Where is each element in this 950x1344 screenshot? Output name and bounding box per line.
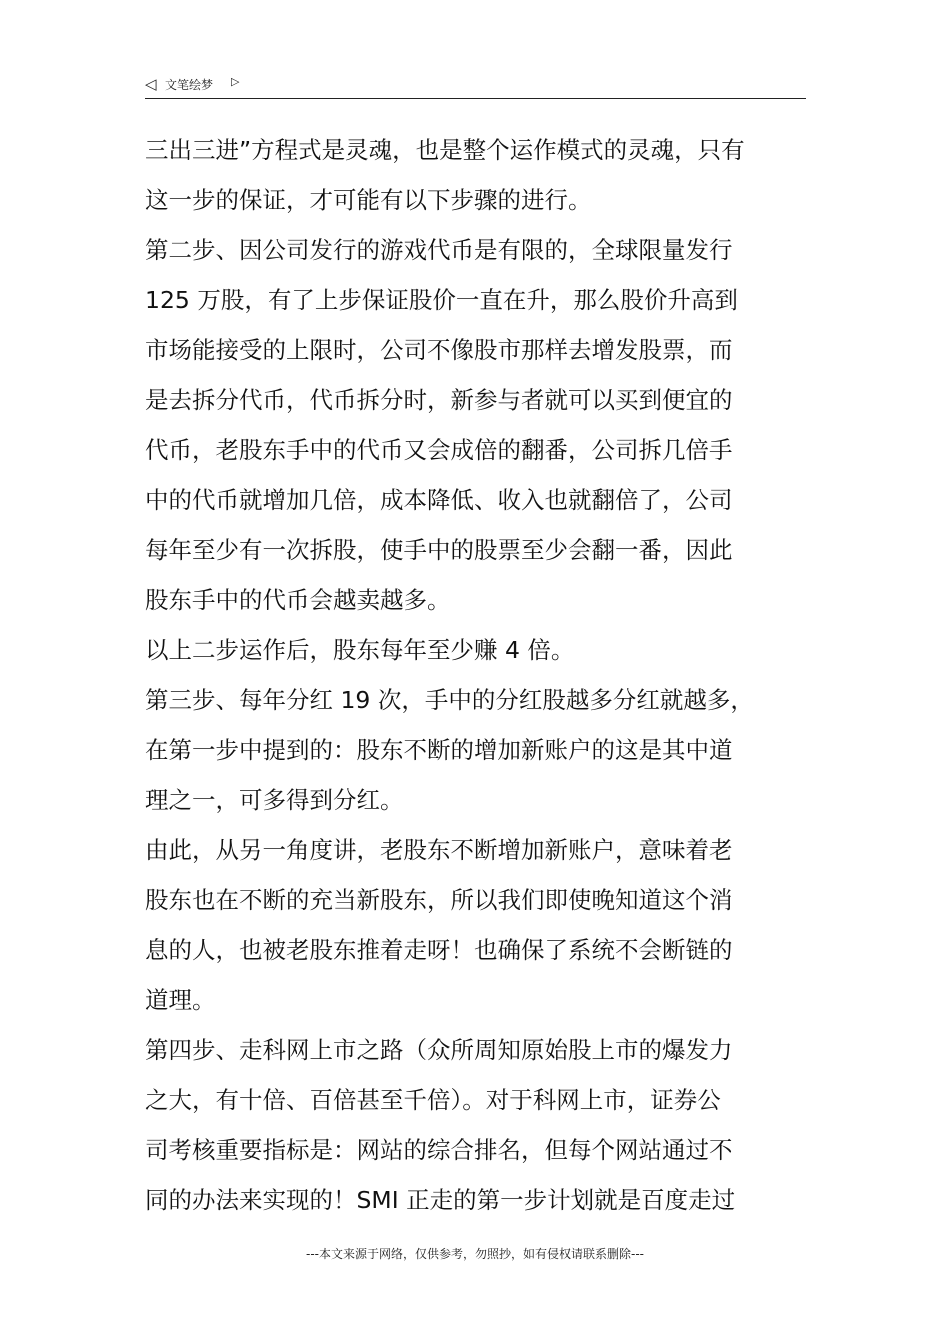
- text-line: 中的代币就增加几倍，成本降低、收入也就翻倍了，公司: [145, 486, 733, 514]
- text-line: 市场能接受的上限时，公司不像股市那样去增发股票，而: [145, 336, 733, 364]
- page-footer: ---本文来源于网络，仅供参考，勿照抄，如有侵权请联系删除---: [306, 1247, 644, 1261]
- text-line: 第三步、每年分红 19 次，手中的分红股越多分红就越多，: [145, 686, 754, 714]
- left-triangle-icon: ◁: [145, 75, 157, 93]
- text-line: 股东手中的代币会越卖越多。: [145, 586, 451, 614]
- header-title: 文笔绘梦: [165, 78, 214, 92]
- page-header: [145, 74, 806, 99]
- text-line: 息的人，也被老股东推着走呀！也确保了系统不会断链的: [145, 936, 733, 964]
- document-body: [145, 125, 805, 1225]
- text-line: 第四步、走科网上市之路（众所周知原始股上市的爆发力: [145, 1036, 733, 1064]
- text-line: 以上二步运作后，股东每年至少赚 4 倍。: [145, 636, 575, 664]
- text-line: 第二步、因公司发行的游戏代币是有限的，全球限量发行: [145, 236, 733, 264]
- text-line: 这一步的保证，才可能有以下步骤的进行。: [145, 186, 592, 214]
- text-line: 三出三进”方程式是灵魂，也是整个运作模式的灵魂，只有: [145, 136, 745, 164]
- text-line: 由此，从另一角度讲，老股东不断增加新账户，意味着老: [145, 836, 733, 864]
- text-line: 同的办法来实现的！SMI 正走的第一步计划就是百度走过: [145, 1186, 736, 1214]
- text-line: 股东也在不断的充当新股东，所以我们即使晚知道这个消: [145, 886, 733, 914]
- text-line: 125 万股，有了上步保证股价一直在升，那么股价升高到: [145, 286, 738, 314]
- text-line: 是去拆分代币，代币拆分时，新参与者就可以买到便宜的: [145, 386, 733, 414]
- text-line: 司考核重要指标是：网站的综合排名，但每个网站通过不: [145, 1136, 733, 1164]
- right-triangle-icon: ▷: [231, 75, 240, 88]
- text-line: 之大，有十倍、百倍甚至千倍）。对于科网上市，证券公: [145, 1086, 721, 1114]
- text-line: 理之一，可多得到分红。: [145, 786, 404, 814]
- text-line: 道理。: [145, 986, 216, 1014]
- text-line: 每年至少有一次拆股，使手中的股票至少会翻一番，因此: [145, 536, 733, 564]
- text-line: 在第一步中提到的：股东不断的增加新账户的这是其中道: [145, 736, 733, 764]
- text-line: 代币，老股东手中的代币又会成倍的翻番，公司拆几倍手: [145, 436, 733, 464]
